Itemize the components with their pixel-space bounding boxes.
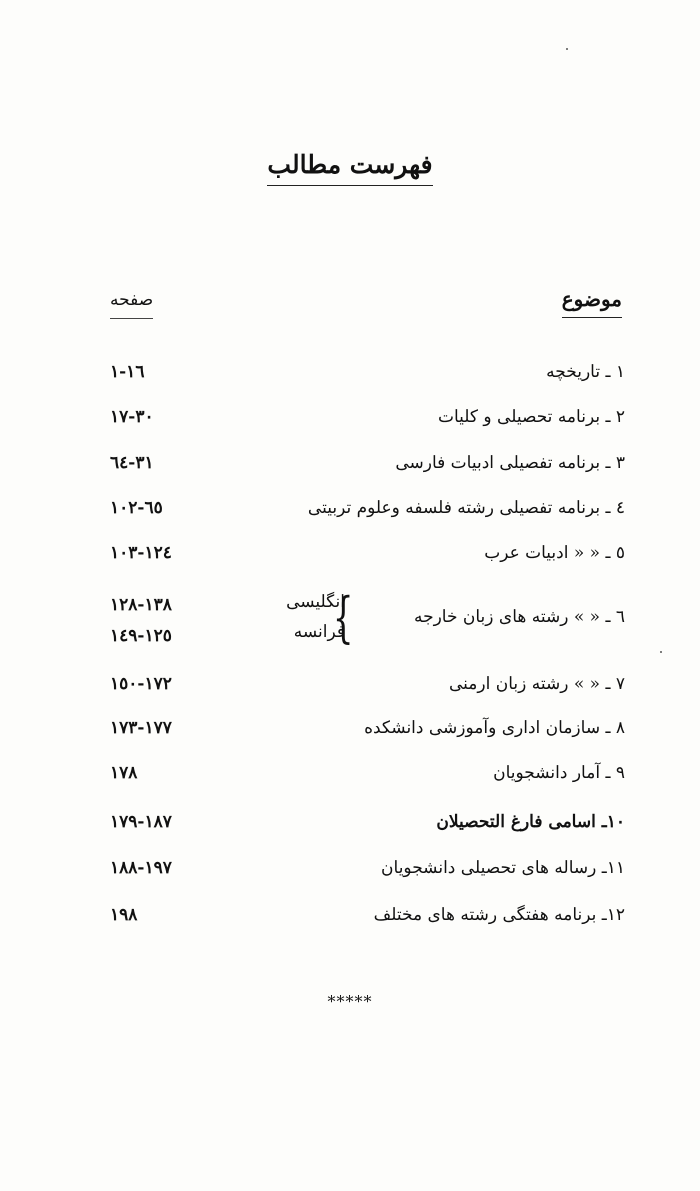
toc-pages: ۱۹۸	[110, 905, 138, 925]
toc-subject: ٦ ـ « » رشته های زبان خارجه	[413, 607, 625, 627]
toc-subject: ٥ ـ « « ادبیات عرب	[484, 543, 625, 563]
toc-subject: ۸ ـ سازمان اداری وآموزشی دانشکده	[364, 718, 625, 738]
toc-subject: ۱۱ـ رساله های تحصیلی دانشجویان	[381, 858, 625, 878]
toc-row	[0, 674, 700, 704]
toc-pages: ۳۱-٦٤	[110, 453, 154, 473]
page-title: فهرست مطالب	[267, 150, 432, 186]
toc-pages-secondary: ۱۲٥-۱٤۹	[110, 626, 172, 646]
toc-subject: ۱۰ـ اسامی فارغ التحصیلان	[436, 812, 625, 832]
brace-mark: {	[332, 586, 354, 649]
toc-row	[0, 498, 700, 528]
toc-subject: ٤ ـ برنامه تفصیلی رشته فلسفه وعلوم تربیتی	[307, 498, 625, 518]
toc-row	[0, 453, 700, 483]
toc-row	[0, 718, 700, 748]
footer-ornament: *****	[327, 992, 373, 1011]
toc-pages: ۱٥۰-۱۷۲	[110, 674, 172, 694]
toc-pages: ۱۲۸-۱۳۸	[110, 595, 172, 615]
speck	[566, 48, 568, 50]
page-title-container	[0, 150, 700, 186]
language-list	[275, 592, 345, 652]
toc-row	[0, 812, 700, 842]
column-header-page: صفحه	[110, 290, 153, 319]
toc-pages: ۱-۱٦	[110, 362, 145, 382]
toc-subject: ۳ ـ برنامه تفصیلی ادبیات فارسی	[395, 453, 625, 473]
speck	[660, 651, 662, 653]
toc-subject: ۹ ـ آمار دانشجویان	[493, 763, 625, 783]
toc-row	[0, 905, 700, 935]
toc-row	[0, 763, 700, 793]
toc-subject: ۱ ـ تاریخچه	[546, 362, 625, 382]
toc-pages: ۱۷۹-۱۸۷	[110, 812, 172, 832]
language-item: فرانسه	[293, 622, 345, 642]
toc-pages: ۱۷۳-۱۷۷	[110, 718, 172, 738]
toc-pages: ٦٥-۱۰۲	[110, 498, 163, 518]
toc-pages: ۱۷-۳۰	[110, 407, 154, 427]
toc-row	[0, 858, 700, 888]
toc-row	[0, 407, 700, 437]
toc-subject: ۱۲ـ برنامه هفتگی رشته های مختلف	[373, 905, 625, 925]
toc-row	[0, 543, 700, 573]
toc-row	[0, 362, 700, 392]
language-item: انگلیسی	[286, 592, 345, 612]
toc-subject: ۷ ـ « » رشته زبان ارمنی	[449, 674, 625, 694]
column-header-subject: موضوع	[562, 287, 622, 318]
toc-pages: ۱۸۸-۱۹۷	[110, 858, 172, 878]
toc-pages: ۱۰۳-۱۲٤	[110, 543, 172, 563]
toc-subject: ۲ ـ برنامه تحصیلی و کلیات	[437, 407, 625, 427]
toc-pages: ۱۷۸	[110, 763, 138, 783]
